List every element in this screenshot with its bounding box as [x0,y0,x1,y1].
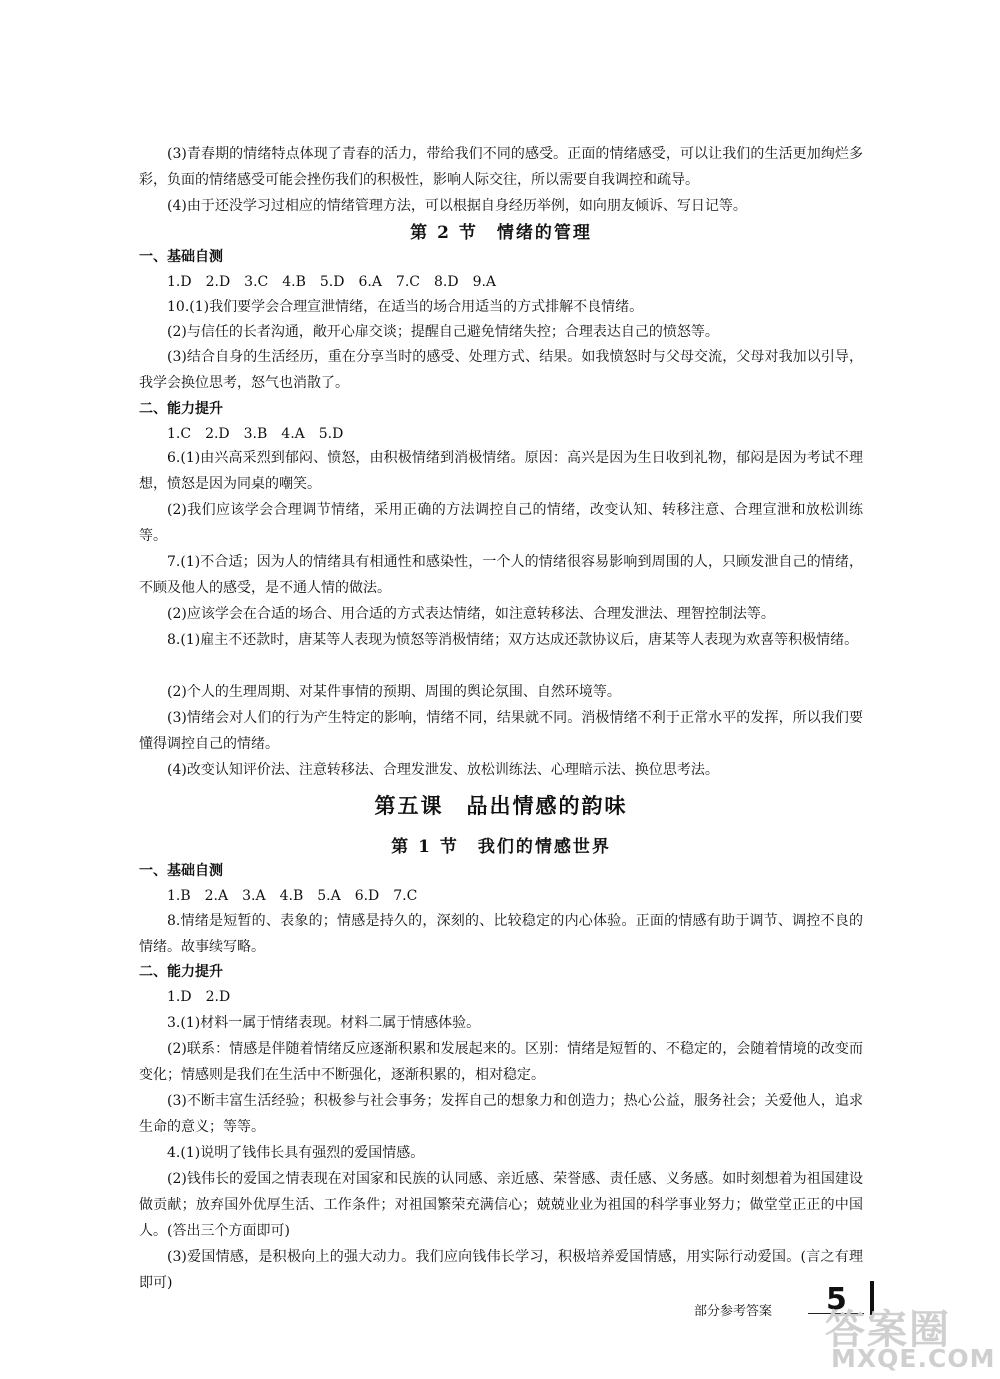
paragraph-3: (3)青春期的情绪特点体现了青春的活力，带给我们不同的感受。正面的情绪感受，可以让我们的生活更加绚烂多彩，负面的情绪感受可能会挫伤我们的积极性，影响人际交往，所以需要自我调控和疏导。 [139,146,863,188]
answer-8-2: (2)个人的生理周期、对某件事情的预期、周围的舆论氛围、自然环境等。 [167,684,621,700]
basic-answers: 1.B 2.A 3.A 4.B 5.A 6.D 7.C [167,888,418,904]
footer-label: 部分参考答案 [694,1304,773,1319]
answer-4-1: 4.(1)说明了钱伟长具有强烈的爱国情感。 [167,1145,425,1161]
answer-3-3: (3)不断丰富生活经验；积极参与社会事务；发挥自己的想象力和创造力；热心公益，服务社会；关爱他人，追求生命的意义；等等。 [139,1093,863,1135]
ability-answers: 1.D 2.D [167,989,231,1005]
paragraph-4: (4)由于还没学习过相应的情绪管理方法，可以根据自身经历举例，如向朋友倾诉、写日记等。 [167,198,747,214]
basic-test-heading: 一、基础自测 [139,249,223,265]
lesson-5-section-1-title: 第 1 节 我们的情感世界 [391,837,611,857]
basic-test-heading: 一、基础自测 [139,863,223,879]
answer-6-2: (2)我们应该学会合理调节情绪，采用正确的方法调控自己的情绪，改变认知、转移注意、合理宣泄和放松训练等。 [139,502,863,544]
basic-answers: 1.D 2.D 3.C 4.B 5.D 6.A 7.C 8.D 9.A [167,274,497,290]
watermark-logo-url: MXQE.COM [831,1344,996,1373]
answer-4-2: (2)钱伟长的爱国之情表现在对国家和民族的认同感、亲近感、荣誉感、责任感、义务感。如时刻想着为祖国建设做贡献；放弃国外优厚生活、工作条件；对祖国繁荣充满信心；兢兢业业为祖国的科学事业努力；做堂堂正正的中国人。(答出三个方面即可) [139,1171,863,1239]
answer-7-1: 7.(1)不合适；因为人的情绪具有相通性和感染性，一个人的情绪很容易影响到周围的人，只顾发泄自己的情绪，不顾及他人的感受，是不通人情的做法。 [139,554,863,596]
ability-heading: 二、能力提升 [139,401,223,417]
page-number: 5 [826,1282,847,1317]
answer-10-3: (3)结合自身的生活经历，重在分享当时的感受、处理方式、结果。如我愤怒时与父母交流，父母对我加以引导，我学会换位思考，怒气也消散了。 [139,349,863,391]
answer-10-2: (2)与信任的长者沟通，敞开心扉交谈；提醒自己避免情绪失控；合理表达自己的愤怒等。 [167,324,719,340]
answer-3-2: (2)联系：情感是伴随着情绪反应逐渐积累和发展起来的。区别：情绪是短暂的、不稳定的，会随着情境的改变而变化；情感则是我们在生活中不断强化，逐渐积累的，相对稳定。 [139,1041,863,1083]
ability-answers: 1.C 2.D 3.B 4.A 5.D [167,426,344,442]
answer-6-1: 6.(1)由兴高采烈到郁闷、愤怒，由积极情绪到消极情绪。原因：高兴是因为生日收到礼物，郁闷是因为考试不理想，愤怒是因为同桌的嘲笑。 [139,450,863,492]
section-2-title: 第 2 节 情绪的管理 [410,223,592,243]
answer-8-1: 8.(1)雇主不还款时，唐某等人表现为愤怒等消极情绪；双方达成还款协议后，唐某等人表现为欢喜等积极情绪。 [167,632,859,648]
watermark-logo-text: 答案圈 [825,1307,951,1353]
answer-8: 8.情绪是短暂的、表象的；情感是持久的，深刻的、比较稳定的内心体验。正面的情感有助于调节、调控不良的情绪。故事续写略。 [139,913,863,955]
watermark-logo [815,1298,995,1378]
answer-10-1: 10.(1)我们要学会合理宣泄情绪，在适当的场合用适当的方式排解不良情绪。 [167,299,644,315]
answer-3-1: 3.(1)材料一属于情绪表现。材料二属于情感体验。 [167,1015,481,1031]
ability-heading: 二、能力提升 [139,964,223,980]
answer-4-3: (3)爱国情感，是积极向上的强大动力。我们应向钱伟长学习，积极培养爱国情感，用实际行动爱国。(言之有理即可) [139,1249,863,1291]
lesson-5-title: 第五课 品出情感的韵味 [374,794,628,818]
answer-7-2: (2)应该学会在合适的场合、用合适的方式表达情绪，如注意转移法、合理发泄法、理智控制法等。 [167,606,775,622]
answer-8-3: (3)情绪会对人们的行为产生特定的影响，情绪不同，结果就不同。消极情绪不利于正常水平的发挥，所以我们要懂得调控自己的情绪。 [139,710,863,752]
answer-8-4: (4)改变认知评价法、注意转移法、合理发泄发、放松训练法、心理暗示法、换位思考法。 [167,762,719,778]
